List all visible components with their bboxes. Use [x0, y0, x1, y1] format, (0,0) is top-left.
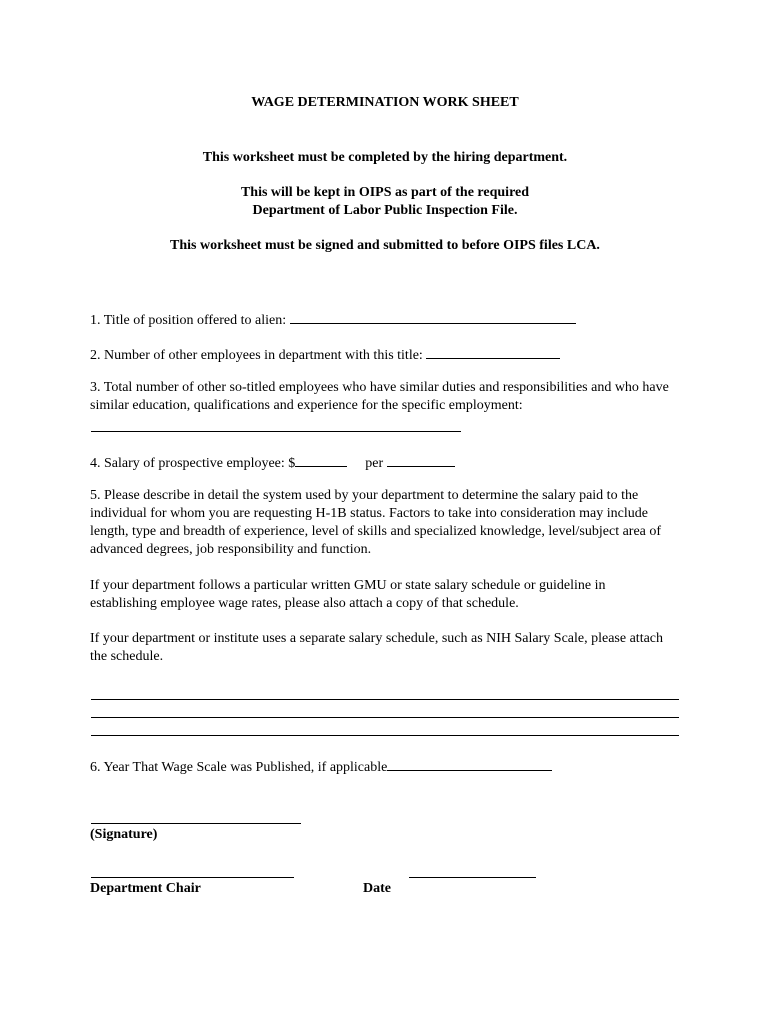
employee-count-field[interactable]: [426, 344, 560, 359]
question-1-label: 1. Title of position offered to alien:: [90, 313, 287, 328]
wage-scale-year-field[interactable]: [387, 756, 552, 771]
question-2-label: 2. Number of other employees in department with this title:: [90, 348, 423, 363]
instruction-kept-line2: Department of Labor Public Inspection File.: [252, 203, 518, 218]
signature-line[interactable]: [91, 823, 301, 824]
question-4: [90, 452, 690, 473]
department-chair-line[interactable]: [91, 877, 294, 878]
position-title-field[interactable]: [290, 309, 576, 324]
salary-period-field[interactable]: [387, 452, 455, 467]
question-6: [90, 756, 690, 777]
question-1: [90, 309, 690, 330]
gmu-schedule-note: If your department follows a particular written GMU or state salary schedule or guideline in establishing employee wage rates, please also attach a copy of that schedule.: [90, 578, 606, 611]
salary-per-label: per: [365, 456, 384, 471]
description-line-3[interactable]: [91, 735, 679, 736]
question-5: 5. Please describe in detail the system used by your department to determine the salary paid to the individual for whom you are requesting H-1B status. Factors to take into consideration may include length, type and breadth of experience, level of skills and specialized knowledge, level/subject area of advanced degrees, job responsibility and function.: [90, 488, 662, 557]
instruction-kept-line1: This will be kept in OIPS as part of the required: [240, 185, 530, 200]
description-line-2[interactable]: [91, 717, 679, 718]
instruction-completed: This worksheet must be completed by the hiring department.: [202, 150, 568, 165]
department-chair-label: Department Chair: [90, 881, 201, 896]
salary-amount-field[interactable]: [295, 452, 347, 467]
nih-schedule-note: If your department or institute uses a separate salary schedule, such as NIH Salary Scale, please attach the schedule.: [90, 631, 664, 664]
similar-employees-field[interactable]: [91, 431, 461, 432]
description-line-1[interactable]: [91, 699, 679, 700]
date-label: Date: [363, 881, 391, 896]
signature-label: (Signature): [90, 827, 158, 842]
question-2: [90, 344, 690, 365]
date-line[interactable]: [409, 877, 536, 878]
question-4-label: 4. Salary of prospective employee: $: [90, 456, 296, 471]
instruction-signed: This worksheet must be signed and submitted to before OIPS files LCA.: [170, 238, 600, 253]
question-3: 3. Total number of other so-titled employees who have similar duties and responsibilities and who have similar education, qualifications and experience for the specific employment:: [90, 380, 669, 413]
page-title: WAGE DETERMINATION WORK SHEET: [251, 95, 519, 110]
question-6-label: 6. Year That Wage Scale was Published, if applicable: [90, 760, 388, 775]
